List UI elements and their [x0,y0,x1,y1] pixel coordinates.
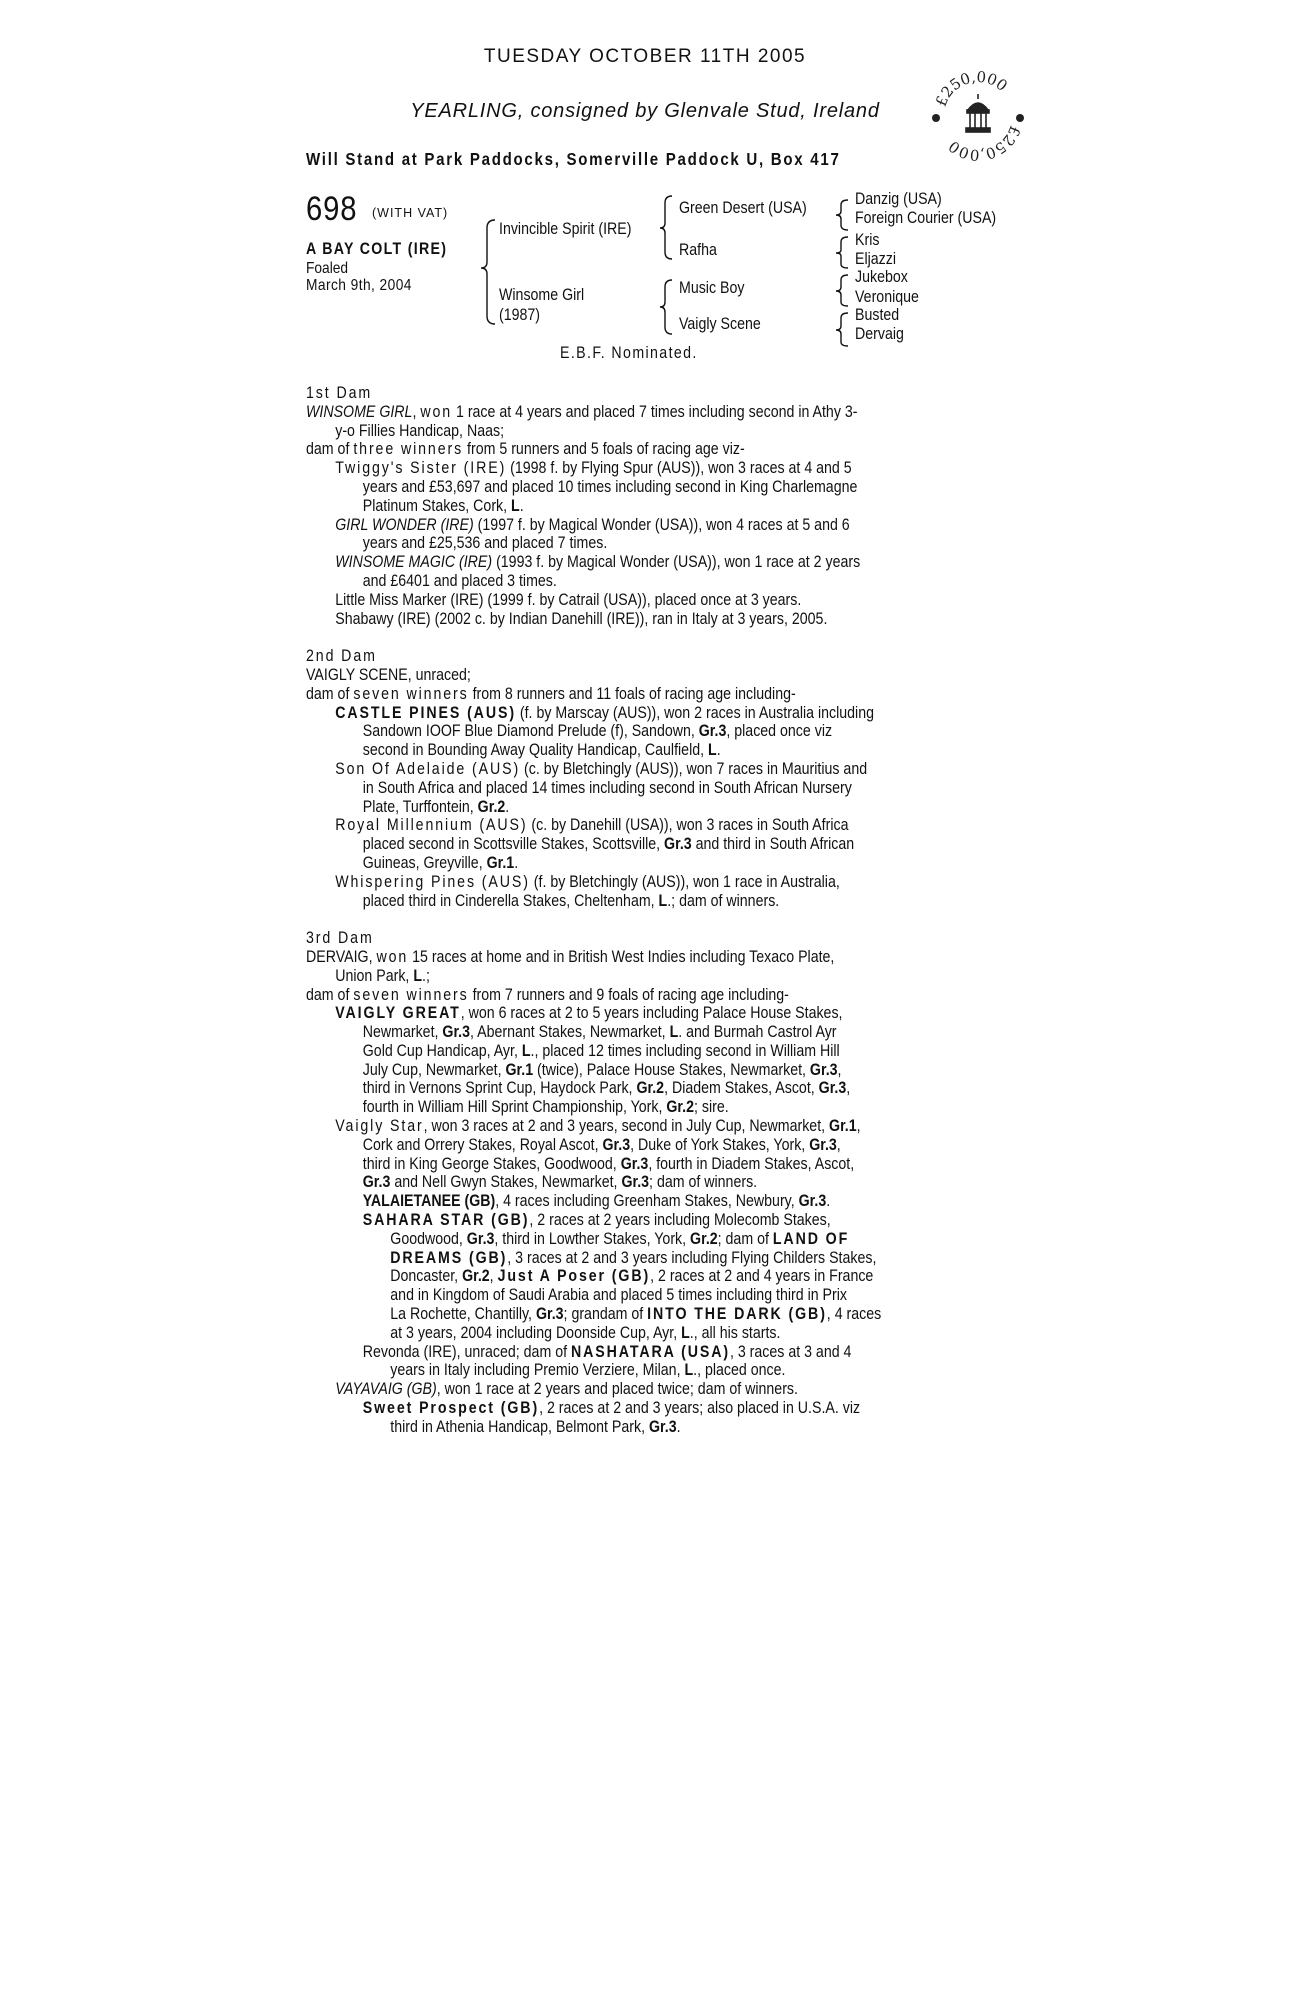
dam-name-line1: Winsome Girl [499,286,585,304]
pedigree-braces [0,0,1290,400]
text-line: years and £25,536 and placed 7 times. [362,534,608,553]
ggp-jukebox: Jukebox [855,268,908,286]
horse-name: A BAY COLT (IRE) [306,240,448,258]
foaled-label: Foaled [306,260,349,277]
text-line: Guineas, Greyville, Gr.1. [362,853,519,872]
lot-number: 698 [306,190,358,228]
sire-name: Invincible Spirit (IRE) [499,220,632,238]
text-line: WINSOME MAGIC (IRE) (1993 f. by Magical Wonder (USA)), won 1 race at 2 years [335,553,861,572]
text-line: Whispering Pines (AUS) (f. by Bletchingly (AUS)), won 1 race in Australia, [335,872,840,891]
sire-dam: Rafha [679,241,717,259]
third-dam-heading: 3rd Dam [306,929,374,948]
text-line: placed second in Scottsville Stakes, Scottsville, Gr.3 and third in South African [362,835,855,854]
text-line: and in Kingdom of Saudi Arabia and placed 5 times including third in Prix [390,1286,848,1305]
text-line: Plate, Turffontein, Gr.2. [362,797,510,816]
text-line: July Cup, Newmarket, Gr.1 (twice), Palace House Stakes, Newmarket, Gr.3, [362,1060,842,1079]
text-line: third in King George Stakes, Goodwood, Gr.3, fourth in Diadem Stakes, Ascot, [362,1154,855,1173]
text-line: Shabawy (IRE) (2002 c. by Indian Danehill (IRE)), ran in Italy at 3 years, 2005. [335,609,828,628]
text-line: dam of three winners from 5 runners and 5 foals of racing age viz- [306,440,745,459]
ebf-nomination: E.B.F. Nominated. [560,344,698,362]
text-line: in South Africa and placed 14 times including second in South African Nursery [362,778,852,797]
text-line: dam of seven winners from 8 runners and 11 foals of racing age including- [306,684,796,703]
sale-date: TUESDAY OCTOBER 11TH 2005 [483,46,807,67]
text-line: third in Athenia Handicap, Belmont Park, Gr.3. [390,1417,681,1436]
text-line: Gr.3 and Nell Gwyn Stakes, Newmarket, Gr.3; dam of winners. [362,1173,758,1192]
text-line: Royal Millennium (AUS) (c. by Danehill (USA)), won 3 races in South Africa [335,816,849,835]
text-line: YALAIETANEE (GB), 4 races including Greenham Stakes, Newbury, Gr.3. [362,1192,831,1211]
dam-name-line2: (1987) [499,306,541,324]
foaled-date: March 9th, 2004 [306,277,412,294]
first-dam-heading: 1st Dam [306,384,373,402]
dam-sire: Music Boy [679,279,745,297]
text-line: Little Miss Marker (IRE) (1999 f. by Catrail (USA)), placed once at 3 years. [335,590,802,609]
text-line: DERVAIG, won 15 races at home and in British West Indies including Texaco Plate, [306,947,835,966]
stand-location: Will Stand at Park Paddocks, Somerville Paddock U, Box 417 [306,149,841,169]
text-line: SAHARA STAR (GB), 2 races at 2 years including Molecomb Stakes, [362,1211,831,1230]
text-line: fourth in William Hill Sprint Championship, York, Gr.2; sire. [362,1098,729,1117]
ggp-dervaig: Dervaig [855,325,904,343]
text-line: Revonda (IRE), unraced; dam of NASHATARA (USA), 3 races at 3 and 4 [362,1342,852,1361]
text-line: third in Vernons Sprint Cup, Haydock Park, Gr.2, Diadem Stakes, Ascot, Gr.3, [362,1079,851,1098]
text-line: Vaigly Star, won 3 races at 2 and 3 years, second in July Cup, Newmarket, Gr.1, [335,1117,861,1136]
ggp-veronique: Veronique [855,288,919,306]
text-line: Goodwood, Gr.3, third in Lowther Stakes, York, Gr.2; dam of LAND OF [390,1229,850,1248]
text-line: Cork and Orrery Stakes, Royal Ascot, Gr.3, Duke of York Stakes, York, Gr.3, [362,1135,841,1154]
text-line: at 3 years, 2004 including Doonside Cup, Ayr, L., all his starts. [390,1323,781,1342]
seal-text-top: £250,000 [931,67,1011,109]
ggp-eljazzi: Eljazzi [855,250,897,268]
text-line: VAIGLY GREAT, won 6 races at 2 to 5 years including Palace House Stakes, [335,1004,843,1023]
consignment-line: YEARLING, consigned by Glenvale Stud, Ireland [410,100,880,122]
text-line: Gold Cup Handicap, Ayr, L., placed 12 times including second in William Hill [362,1041,840,1060]
text-line: Doncaster, Gr.2, Just A Poser (GB), 2 races at 2 and 4 years in France [390,1267,874,1286]
text-line: Son Of Adelaide (AUS) (c. by Bletchingly (AUS)), won 7 races in Mauritius and [335,759,868,778]
text-line: second in Bounding Away Quality Handicap, Caulfield, L. [362,741,721,760]
catalogue-text [306,384,1278,1437]
text-line: dam of seven winners from 7 runners and 9 foals of racing age including- [306,985,789,1004]
text-line: VAYAVAIG (GB), won 1 race at 2 years and placed twice; dam of winners. [335,1380,798,1399]
second-dam-heading: 2nd Dam [306,647,377,666]
text-line: GIRL WONDER (IRE) (1997 f. by Magical Wonder (USA)), won 4 races at 5 and 6 [335,515,850,534]
text-line: DREAMS (GB), 3 races at 2 and 3 years including Flying Childers Stakes, [390,1248,877,1267]
text-line: years and £53,697 and placed 10 times including second in King Charlemagne [362,477,858,496]
text-line: VAIGLY SCENE, unraced; [306,665,471,684]
text-line: Sweet Prospect (GB), 2 races at 2 and 3 years; also placed in U.S.A. viz [362,1399,861,1418]
text-line: and £6401 and placed 3 times. [362,571,557,590]
ggp-kris: Kris [855,231,880,249]
vat-note: (WITH VAT) [372,206,449,220]
text-line: CASTLE PINES (AUS) (f. by Marscay (AUS)), won 2 races in Australia including [335,703,874,722]
text-line: La Rochette, Chantilly, Gr.3; grandam of INTO THE DARK (GB), 4 races [390,1305,882,1324]
text-line: Newmarket, Gr.3, Abernant Stakes, Newmarket, L. and Burmah Castrol Ayr [362,1023,837,1042]
seal-text-bottom: £250,000 [945,123,1025,165]
text-line: Union Park, L.; [335,966,430,985]
ggp-busted: Busted [855,306,900,324]
text-line: Platinum Stakes, Cork, L. [362,496,524,515]
ggp-foreign-courier: Foreign Courier (USA) [855,209,997,227]
text-line: Sandown IOOF Blue Diamond Prelude (f), Sandown, Gr.3, placed once viz [362,722,833,741]
ggp-danzig: Danzig (USA) [855,190,942,208]
sire-sire: Green Desert (USA) [679,199,807,217]
text-line: Twiggy's Sister (IRE) (1998 f. by Flying Spur (AUS)), won 3 races at 4 and 5 [335,459,852,478]
text-line: y-o Fillies Handicap, Naas; [335,421,505,440]
text-line: placed third in Cinderella Stakes, Cheltenham, L.; dam of winners. [362,891,780,910]
dam-dam: Vaigly Scene [679,315,761,333]
text-line: WINSOME GIRL, won 1 race at 4 years and placed 7 times including second in Athy 3- [306,402,858,421]
text-line: years in Italy including Premio Verziere, Milan, L., placed once. [390,1361,786,1380]
